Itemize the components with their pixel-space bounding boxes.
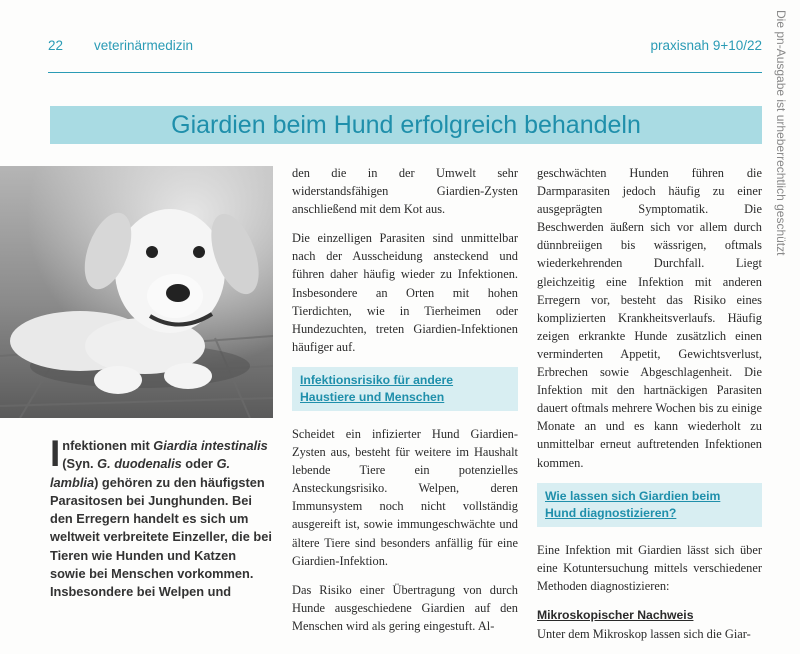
header-rule	[48, 72, 762, 73]
drop-cap: I	[50, 433, 61, 474]
section-label: veterinärmedizin	[94, 38, 194, 53]
article-title: Giardien beim Hund erfolgreich behandeln	[171, 110, 641, 139]
body-paragraph: Das Risiko einer Übertragung von durch Hunde ausgeschiedene Giardien auf den Menschen wird als gering eingestuft. Al-	[292, 582, 518, 633]
body-paragraph: Eine Infektion mit Giardien lässt sich über eine Kotuntersuchung mittels verschiedener Methoden diagnostizieren:	[537, 542, 762, 593]
puppy-photo	[0, 166, 273, 418]
page-number: 22	[48, 38, 64, 53]
body-paragraph: Scheidet ein infizierter Hund Giardien-Zysten aus, besteht für weitere im Haushalt lebende Tiere ein potenzielles Ansteckungsrisiko. Welpen, deren Immunsystem noch nicht vollständig ausgereift ist, sowie immungeschwächte und ältere Tiere sind besonders anfällig für eine Giardien-Infektion.	[292, 426, 518, 568]
body-paragraph: geschwächten Hunden führen die Darmparasiten jedoch häufig zu einer ausgeprägten Symptomatik. Die Beschwerden äußern sich vor allem durch dünnbreiigen bis wässrigen, oftmals wiederkehrenden Durchfall. Liegt gleichzeitig eine Infektion mit anderen Erregern vor, besteht das Risiko eines komplizierten Krankheitsverlaufs. Häufig zeigen erkrankte Hunde zusätzlich einen verminderten Appetit, Gewichtsverlust, Erbrechen sowie Abgeschlagenheit. Die Infektion mit den hartnäckigen Parasiten dauert oftmals mehrere Wochen bis zu einige Monate an und es kann wiederholt zu unmittelbar erneut auftretenden Infektionen kommen.	[537, 166, 762, 470]
copyright-side-note: Die pn-Ausgabe ist urheberrechtlich geschützt	[774, 10, 788, 256]
title-bar	[50, 106, 762, 144]
issue-label: praxisnah 9+10/22	[650, 38, 762, 53]
subheading-diagnosis: Wie lassen sich Giardien beim Hund diagnostizieren?	[537, 483, 762, 527]
body-paragraph: den die in der Umwelt sehr widerstandsfähigen Giardien-Zysten anschließend mit dem Kot aus.	[292, 166, 518, 217]
body-paragraph: Die einzelligen Parasiten sind unmittelbar nach der Ausscheidung ansteckend und führen daher häufig wieder zu Infektionen. Insbesondere an Orten mit hohen Tierdichten, wie in Tierheimen oder Hundezuchten, treten Giardien-Infektionen häufiger auf.	[292, 231, 518, 354]
body-paragraph: Unter dem Mikroskop lassen sich die Giar-	[537, 626, 751, 641]
minor-heading: Mikroskopischer Nachweis	[537, 607, 694, 622]
text-column-2	[292, 164, 518, 646]
subheading-infection-risk: Infektionsrisiko für andere Haustiere und Menschen	[292, 367, 518, 411]
text-column-3	[537, 164, 762, 654]
lede-paragraph: Infektionen mit Giardia intestinalis (Syn. G. duodenalis oder G. lamblia) gehören zu den häufigsten Parasitosen bei Junghunden. Bei den Erregern handelt es sich um weltweit verbreitete Einzeller, die bei Tieren wie Hunden und Katzen sowie bei Menschen vorkommen. Insbesondere bei Welpen und	[50, 433, 272, 600]
